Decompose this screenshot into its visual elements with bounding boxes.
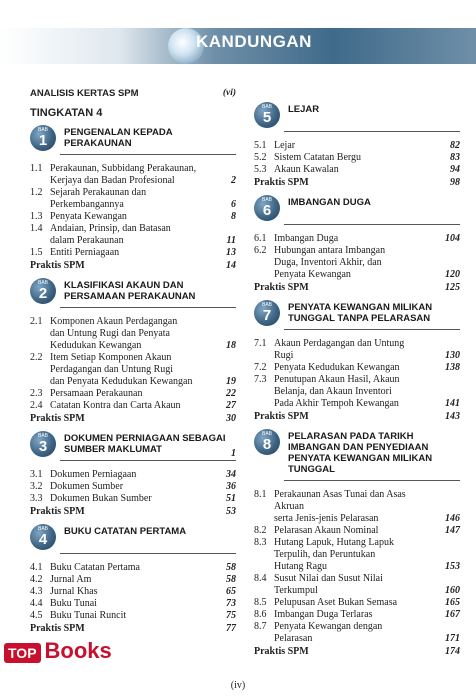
- toc-entry[interactable]: [254, 537, 460, 573]
- chapter-header[interactable]: [254, 300, 460, 334]
- entry-text: [254, 152, 460, 164]
- praktis-spm-entry[interactable]: [254, 646, 460, 658]
- entry-number: 8.7: [254, 621, 267, 632]
- entry-page: 8: [231, 211, 236, 222]
- entry-page: 165: [445, 597, 460, 608]
- entry-text: [254, 537, 460, 573]
- praktis-label: Praktis SPM: [30, 413, 85, 424]
- toc-entry[interactable]: [30, 223, 236, 247]
- entry-text: [254, 164, 460, 176]
- entry-text: [30, 388, 236, 400]
- entry-text: [254, 245, 460, 281]
- entry-text: [30, 223, 236, 247]
- praktis-spm-entry[interactable]: [30, 623, 236, 635]
- entry-number: 6.2: [254, 245, 267, 256]
- entry-text-line: Perkembangannya: [50, 199, 124, 210]
- topbooks-logo: [4, 638, 112, 666]
- toc-entry[interactable]: [30, 388, 236, 400]
- entry-page: 22: [226, 388, 236, 399]
- praktis-spm-entry[interactable]: [30, 413, 236, 425]
- chapter-number: 6: [262, 202, 272, 219]
- chapter-title: [288, 302, 460, 324]
- toc-entry[interactable]: [30, 400, 236, 412]
- toc-entry[interactable]: [254, 489, 460, 525]
- entry-text-line: Buku Tunai: [50, 598, 97, 609]
- entry-text-line: Buku Tunai Runcit: [50, 610, 127, 621]
- chapter-badge-word: BAB: [261, 197, 272, 203]
- entry-text-line: Pelupusan Aset Bukan Semasa: [274, 597, 398, 608]
- entry-page: 167: [445, 609, 460, 620]
- entry-text-line: Hutang Lapuk, Hutang Lapuk: [274, 537, 394, 548]
- page-number: (iv): [230, 680, 246, 691]
- entry-text-line: Terpulih, dan Peruntukan: [274, 549, 376, 560]
- chapter-title-line: PENYATA KEWANGAN MILIKAN: [288, 302, 433, 313]
- chapter-title-line: PENYATA KEWANGAN MILIKAN: [288, 453, 433, 464]
- entry-text: [30, 586, 236, 598]
- chapter-title-line: KLASIFIKASI AKAUN DAN: [64, 280, 184, 291]
- entry-text-line: Terkumpul: [274, 585, 318, 596]
- entry-text-line: Hubungan antara Imbangan: [274, 245, 386, 256]
- entry-text: [30, 247, 236, 259]
- chapter-number: 2: [38, 285, 48, 302]
- toc-entry[interactable]: [30, 493, 236, 505]
- entry-number: 3.2: [30, 481, 43, 492]
- chapter-badge-word: BAB: [261, 104, 272, 110]
- entry-text-line: Penyata Kewangan: [274, 269, 351, 280]
- entry-page: 11: [226, 235, 236, 246]
- entry-number: 8.2: [254, 525, 267, 536]
- entry-number: 8.3: [254, 537, 267, 548]
- chapter-title: [64, 280, 236, 302]
- entry-page: 65: [226, 586, 236, 597]
- entry-text-line: Hutang Ragu: [274, 561, 328, 572]
- entry-text-line: Penutupan Akaun Hasil, Akaun: [274, 374, 400, 385]
- entry-number: 5.3: [254, 164, 267, 175]
- chapter-badge-icon: [254, 429, 280, 455]
- entry-text-line: Perakaunan, Subbidang Perakaunan,: [50, 163, 197, 174]
- entry-text: [254, 525, 460, 537]
- chapter-divider: [60, 553, 236, 554]
- chapter-title: [64, 127, 236, 149]
- entry-number: 2.2: [30, 352, 43, 363]
- toc-entry[interactable]: [30, 211, 236, 223]
- entry-text-line: serta Jenis-jenis Pelarasan: [274, 513, 379, 524]
- chapter-divider: [284, 131, 460, 132]
- toc-entry[interactable]: [254, 362, 460, 374]
- chapter-title-line: PENGENALAN KEPADA PERAKAUNAN: [64, 127, 173, 149]
- entry-number: 7.1: [254, 338, 267, 349]
- entry-text: [254, 233, 460, 245]
- entry-text-line: dan Penyata Kedudukan Kewangan: [50, 376, 193, 387]
- entry-text: [254, 621, 460, 645]
- entry-number: 8.1: [254, 489, 267, 500]
- entry-page: 27: [226, 400, 236, 411]
- logo-books: Books: [44, 638, 112, 663]
- entry-text: [30, 493, 236, 505]
- entry-number: 7.2: [254, 362, 267, 373]
- entry-text: [254, 362, 460, 374]
- entry-number: 2.3: [30, 388, 43, 399]
- chapter-title-line: IMBANGAN DAN PENYEDIAAN: [288, 442, 429, 453]
- praktis-page: 174: [445, 646, 460, 657]
- entry-text: [30, 598, 236, 610]
- praktis-page: 143: [445, 411, 460, 422]
- entry-text-line: Susut Nilai dan Susut Nilai: [274, 573, 383, 584]
- praktis-label: Praktis SPM: [254, 646, 309, 657]
- entry-text-line: Dokumen Bukan Sumber: [50, 493, 152, 504]
- entry-number: 1.1: [30, 163, 43, 174]
- chapter-title-line: BUKU CATATAN PERTAMA: [64, 526, 187, 537]
- entry-page: 2: [231, 175, 236, 186]
- entry-text-line: Persamaan Perakaunan: [50, 388, 143, 399]
- entry-page: 104: [445, 233, 460, 244]
- entry-text: [30, 163, 236, 187]
- chapter-header[interactable]: [254, 429, 460, 485]
- chapter-title-line: LEJAR: [288, 104, 320, 115]
- toc-entry[interactable]: [30, 247, 236, 259]
- entry-number: 1.2: [30, 187, 43, 198]
- entry-text-line: Belanja, dan Akaun Inventori: [274, 386, 392, 397]
- toc-entry[interactable]: [254, 233, 460, 245]
- praktis-page: 77: [226, 623, 236, 634]
- entry-number: 8.6: [254, 609, 267, 620]
- entry-text-line: Perdagangan dan Untung Rugi: [50, 364, 174, 375]
- toc-entry[interactable]: [254, 164, 460, 176]
- chapter-badge-icon: [254, 102, 280, 128]
- entry-text: [254, 573, 460, 597]
- entry-number: 4.3: [30, 586, 43, 597]
- toc-entry[interactable]: [30, 574, 236, 586]
- chapter-title: [288, 431, 460, 475]
- entry-text-line: Penyata Kewangan dengan: [274, 621, 383, 632]
- entry-number: 5.1: [254, 140, 267, 151]
- entry-text-line: Jurnal Am: [50, 574, 92, 585]
- praktis-label: Praktis SPM: [254, 411, 309, 422]
- chapter-badge-word: BAB: [37, 526, 48, 532]
- entry-number: 2.1: [30, 316, 43, 327]
- toc-entry[interactable]: [254, 374, 460, 410]
- entry-page: 82: [450, 140, 460, 151]
- entry-page: 58: [226, 562, 236, 573]
- chapter-number: 8: [262, 436, 272, 453]
- entry-text: [254, 374, 460, 410]
- entry-text: [254, 140, 460, 152]
- analisis-entry[interactable]: [30, 88, 236, 99]
- chapter-title: [288, 104, 460, 115]
- entry-page: 51: [226, 493, 236, 504]
- entry-text-line: Lejar: [274, 140, 296, 151]
- entry-text: [30, 400, 236, 412]
- toc-entry[interactable]: [254, 245, 460, 281]
- chapter-divider: [284, 480, 460, 481]
- chapter-badge-icon: [254, 195, 280, 221]
- chapter-header[interactable]: [30, 278, 236, 312]
- chapter-badge-icon: [30, 431, 56, 457]
- entry-text-line: Jurnal Khas: [50, 586, 98, 597]
- entry-page: 34: [226, 469, 236, 480]
- entry-page: 120: [445, 269, 460, 280]
- praktis-label: Praktis SPM: [30, 623, 85, 634]
- praktis-spm-entry[interactable]: [30, 506, 236, 518]
- entry-text-line: Buku Catatan Pertama: [50, 562, 140, 573]
- toc-entry[interactable]: [30, 187, 236, 211]
- chapter-badge-word: BAB: [37, 127, 48, 133]
- toc-entry[interactable]: [30, 610, 236, 622]
- toc-entry[interactable]: [254, 621, 460, 645]
- chapter-title: [64, 433, 236, 455]
- entry-text-line: Pada Akhir Tempoh Kewangan: [274, 398, 399, 409]
- entry-text-line: Item Setiap Komponen Akaun: [50, 352, 172, 363]
- entry-page: 146: [445, 513, 460, 524]
- right-column: [254, 96, 460, 658]
- entry-text: [254, 338, 460, 362]
- toc-entry[interactable]: [30, 352, 236, 388]
- entry-page: 141: [445, 398, 460, 409]
- entry-text: [30, 469, 236, 481]
- entry-text-line: Dokumen Perniagaan: [50, 469, 137, 480]
- chapter-number: 4: [38, 531, 48, 548]
- entry-text: [30, 481, 236, 493]
- praktis-spm-entry[interactable]: [30, 260, 236, 272]
- chapter-badge-word: BAB: [37, 280, 48, 286]
- toc-entry[interactable]: [254, 140, 460, 152]
- entry-number: 5.2: [254, 152, 267, 163]
- praktis-label: Praktis SPM: [254, 177, 309, 188]
- tingkatan-heading: TINGKATAN 4: [30, 107, 103, 119]
- entry-page: 94: [450, 164, 460, 175]
- chapter-title: [288, 197, 460, 208]
- entry-text-line: Perakaunan Asas Tunai dan Asas Akruan: [274, 489, 406, 512]
- entry-page: 18: [226, 340, 236, 351]
- chapter-badge-icon: [30, 278, 56, 304]
- entry-number: 4.2: [30, 574, 43, 585]
- chapter-badge-icon: [30, 524, 56, 550]
- entry-page: 58: [226, 574, 236, 585]
- chapter-title-line: TUNGGAL TANPA PELARASAN: [288, 313, 431, 324]
- entry-page: 75: [226, 610, 236, 621]
- entry-text: [254, 609, 460, 621]
- contents-header-banner: [0, 28, 476, 64]
- entry-number: 2.4: [30, 400, 43, 411]
- entry-text-line: Penyata Kedudukan Kewangan: [274, 362, 400, 373]
- entry-number: 6.1: [254, 233, 267, 244]
- entry-text-line: Penyata Kewangan: [50, 211, 127, 222]
- chapter-title-line: SUMBER MAKLUMAT: [64, 444, 162, 455]
- entry-page: 130: [445, 350, 460, 361]
- chapter-header[interactable]: [254, 102, 460, 136]
- chapter-header[interactable]: [30, 125, 236, 159]
- toc-entry[interactable]: [254, 338, 460, 362]
- praktis-label: Praktis SPM: [30, 506, 85, 517]
- chapter-badge-icon: [254, 300, 280, 326]
- chapter-title-line: PERSAMAAN PERAKAUNAN: [64, 291, 196, 302]
- chapter-number: 3: [38, 438, 48, 455]
- chapter-header[interactable]: [254, 195, 460, 229]
- entry-text-line: Komponen Akaun Perdagangan: [50, 316, 178, 327]
- entry-number: 3.1: [30, 469, 43, 480]
- praktis-label: Praktis SPM: [30, 260, 85, 271]
- entry-text-line: Sejarah Perakaunan dan: [50, 187, 147, 198]
- entry-text: [30, 316, 236, 352]
- entry-number: 4.4: [30, 598, 43, 609]
- praktis-page: 53: [226, 506, 236, 517]
- entry-text-line: Dokumen Sumber: [50, 481, 124, 492]
- chapter-badge-word: BAB: [37, 433, 48, 439]
- toc-entry[interactable]: [30, 598, 236, 610]
- entry-text-line: Pelarasan: [274, 633, 313, 644]
- praktis-page: 30: [226, 413, 236, 424]
- entry-number: 4.1: [30, 562, 43, 573]
- entry-text: [30, 211, 236, 223]
- entry-text-line: Rugi: [274, 350, 294, 361]
- praktis-spm-entry[interactable]: [254, 177, 460, 189]
- entry-number: 8.5: [254, 597, 267, 608]
- entry-number: 4.5: [30, 610, 43, 621]
- entry-text: [30, 610, 236, 622]
- toc-entry[interactable]: [30, 163, 236, 187]
- toc-entry[interactable]: [30, 586, 236, 598]
- praktis-page: 14: [226, 260, 236, 271]
- entry-text-line: Imbangan Duga: [274, 233, 339, 244]
- praktis-spm-entry[interactable]: [254, 282, 460, 294]
- chapter-title-line: PELARASAN PADA TARIKH: [288, 431, 414, 442]
- analisis-label: ANALISIS KERTAS SPM: [30, 88, 139, 99]
- analisis-page: (vi): [222, 88, 236, 98]
- chapter-badge-icon: [30, 125, 56, 151]
- entry-number: 1.5: [30, 247, 43, 258]
- chapter-title-page: 1: [231, 448, 236, 459]
- chapter-badge-word: BAB: [261, 302, 272, 308]
- entry-page: 160: [445, 585, 460, 596]
- toc-entry[interactable]: [30, 562, 236, 574]
- entry-number: 1.3: [30, 211, 43, 222]
- praktis-label: Praktis SPM: [254, 282, 309, 293]
- toc-entry[interactable]: [254, 152, 460, 164]
- entry-number: 8.4: [254, 573, 267, 584]
- entry-text-line: Pelarasan Akaun Nominal: [274, 525, 379, 536]
- chapter-header[interactable]: [30, 524, 236, 558]
- entry-text: [254, 597, 460, 609]
- chapter-header[interactable]: [30, 431, 236, 465]
- chapter-divider: [284, 329, 460, 330]
- toc-entry[interactable]: [254, 573, 460, 597]
- entry-page: 6: [231, 199, 236, 210]
- toc-entry[interactable]: [254, 597, 460, 609]
- chapter-divider: [284, 224, 460, 225]
- entry-page: 13: [226, 247, 236, 258]
- entry-text: [30, 562, 236, 574]
- toc-entry[interactable]: [30, 469, 236, 481]
- praktis-page: 98: [450, 177, 460, 188]
- entry-page: 19: [226, 376, 236, 387]
- entry-text-line: Imbangan Duga Terlaras: [274, 609, 373, 620]
- entry-text-line: Entiti Perniagaan: [50, 247, 120, 258]
- entry-text-line: Kedudukan Kewangan: [50, 340, 142, 351]
- chapter-number: 1: [38, 132, 48, 149]
- entry-number: 1.4: [30, 223, 43, 234]
- chapter-divider: [60, 460, 236, 461]
- entry-text: [254, 489, 460, 525]
- toc-entry[interactable]: [254, 609, 460, 621]
- entry-text-line: dalam Perakaunan: [50, 235, 124, 246]
- entry-text-line: Sistem Catatan Bergu: [274, 152, 362, 163]
- entry-text-line: Akaun Perdagangan dan Untung: [274, 338, 405, 349]
- entry-page: 138: [445, 362, 460, 373]
- entry-page: 36: [226, 481, 236, 492]
- praktis-page: 125: [445, 282, 460, 293]
- entry-page: 147: [445, 525, 460, 536]
- chapter-title-line: IMBANGAN DUGA: [288, 197, 371, 208]
- entry-number: 7.3: [254, 374, 267, 385]
- entry-text-line: Akaun Kawalan: [274, 164, 339, 175]
- entry-text-line: Duga, Inventori Akhir, dan: [274, 257, 382, 268]
- toc-entry[interactable]: [30, 316, 236, 352]
- chapter-number: 7: [262, 307, 272, 324]
- entry-page: 73: [226, 598, 236, 609]
- page-title: KANDUNGAN: [196, 32, 312, 51]
- chapter-title-line: DOKUMEN PERNIAGAAN SEBAGAI: [64, 433, 226, 444]
- chapter-number: 5: [262, 109, 272, 126]
- entry-text: [30, 187, 236, 211]
- chapter-badge-word: BAB: [261, 431, 272, 437]
- entry-page: 153: [445, 561, 460, 572]
- chapter-divider: [60, 307, 236, 308]
- entry-text-line: dan Untung Rugi dan Penyata: [50, 328, 170, 339]
- left-column: [30, 88, 236, 635]
- entry-number: 3.3: [30, 493, 43, 504]
- entry-page: 171: [445, 633, 460, 644]
- logo-top: TOP: [4, 643, 41, 663]
- entry-page: 83: [450, 152, 460, 163]
- chapter-title: [64, 526, 236, 537]
- toc-entry[interactable]: [254, 525, 460, 537]
- chapter-title-line: TUNGGAL: [288, 464, 335, 475]
- praktis-spm-entry[interactable]: [254, 411, 460, 423]
- chapter-divider: [60, 154, 236, 155]
- entry-text: [30, 352, 236, 388]
- entry-text-line: Kerjaya dan Badan Profesional: [50, 175, 175, 186]
- entry-text-line: Andaian, Prinsip, dan Batasan: [50, 223, 171, 234]
- toc-entry[interactable]: [30, 481, 236, 493]
- entry-text-line: Catatan Kontra dan Carta Akaun: [50, 400, 181, 411]
- entry-text: [30, 574, 236, 586]
